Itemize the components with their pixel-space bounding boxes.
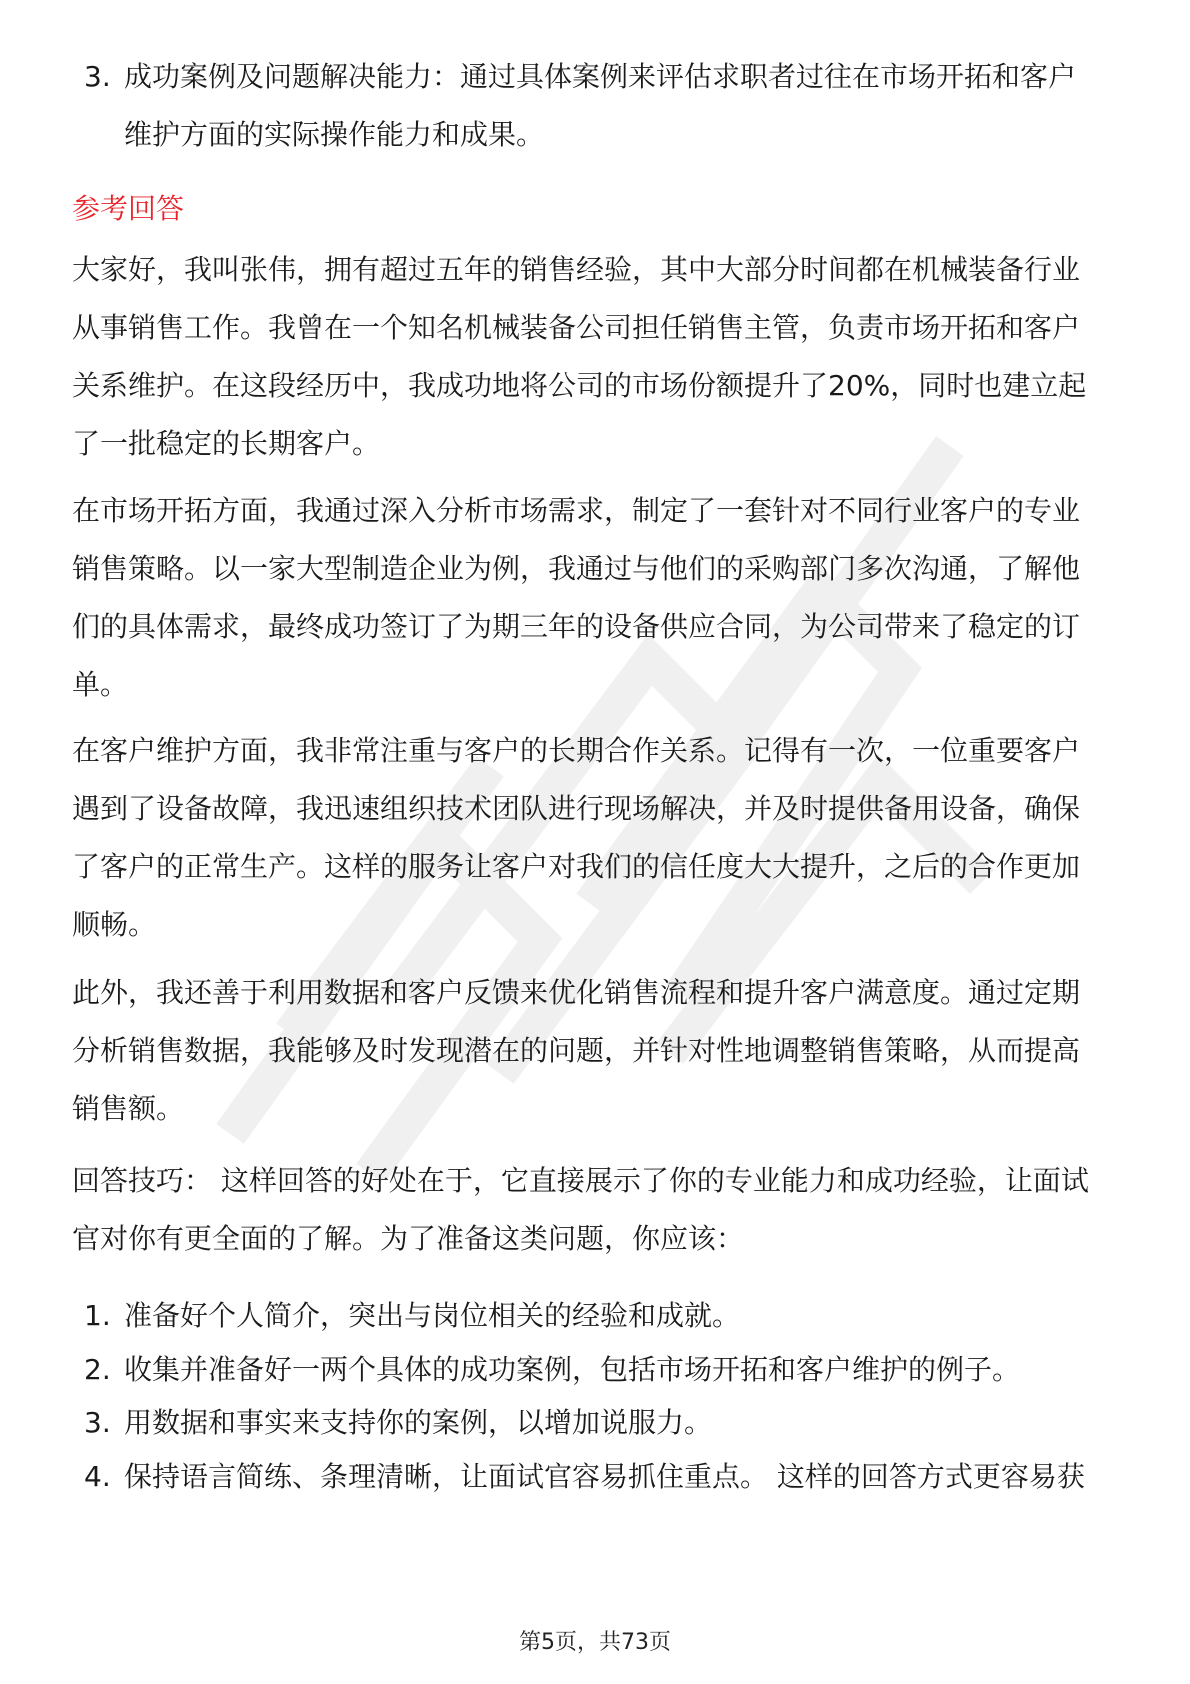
tip-number: 4. [84,1460,111,1493]
paragraph-line: 此外，我还善于利用数据和客户反馈来优化销售流程和提升客户满意度。通过定期 [72,976,1081,1009]
paragraph-intro [72,241,1122,473]
tip-number: 1. [84,1299,111,1332]
paragraph-market-development [72,482,1122,714]
tip-text: 收集并准备好一两个具体的成功案例，包括市场开拓和客户维护的例子。 [124,1353,1021,1386]
section-title: 参考回答 [72,192,185,225]
top-list-item-number: 3. [84,60,111,93]
tip-text: 准备好个人简介，突出与岗位相关的经验和成就。 [124,1299,741,1332]
paragraph-line: 销售额。 [72,1092,185,1125]
tip-text: 用数据和事实来支持你的案例，以增加说服力。 [124,1406,713,1439]
paragraph-line: 分析销售数据，我能够及时发现潜在的问题，并针对性地调整销售策略，从而提高 [72,1034,1081,1067]
tip-text: 保持语言简练、条理清晰，让面试官容易抓住重点。 这样的回答方式更容易获 [124,1460,1085,1493]
top-list-item-line: 维护方面的实际操作能力和成果。 [124,118,545,151]
paragraph-line: 在市场开拓方面，我通过深入分析市场需求，制定了一套针对不同行业客户的专业 [72,494,1081,527]
paragraph-customer-maintenance [72,722,1122,954]
paragraph-line: 官对你有更全面的了解。为了准备这类问题，你应该： [72,1222,745,1255]
paragraph-line: 销售策略。以一家大型制造企业为例，我通过与他们的采购部门多次沟通，了解他 [72,552,1081,585]
tip-number: 2. [84,1353,111,1386]
paragraph-data-driven [72,964,1122,1138]
page-footer: 第5页，共73页 [519,1630,671,1655]
paragraph-line: 了一批稳定的长期客户。 [72,427,381,460]
paragraph-line: 遇到了设备故障，我迅速组织技术团队进行现场解决，并及时提供备用设备，确保 [72,792,1081,825]
paragraph-line: 了客户的正常生产。这样的服务让客户对我们的信任度大大提升，之后的合作更加 [72,850,1081,883]
tip-number: 3. [84,1406,111,1439]
paragraph-line: 在客户维护方面，我非常注重与客户的长期合作关系。记得有一次，一位重要客户 [72,734,1081,767]
paragraph-line: 回答技巧： 这样回答的好处在于，它直接展示了你的专业能力和成功经验，让面试 [72,1164,1089,1197]
top-list-item-line: 成功案例及问题解决能力：通过具体案例来评估求职者过往在市场开拓和客户 [124,60,1077,93]
paragraph-line: 从事销售工作。我曾在一个知名机械装备公司担任销售主管，负责市场开拓和客户 [72,311,1081,344]
paragraph-answer-tips [72,1152,1122,1268]
paragraph-line: 关系维护。在这段经历中，我成功地将公司的市场份额提升了20%，同时也建立起 [72,369,1087,402]
paragraph-line: 大家好，我叫张伟，拥有超过五年的销售经验，其中大部分时间都在机械装备行业 [72,253,1081,286]
paragraph-line: 们的具体需求，最终成功签订了为期三年的设备供应合同，为公司带来了稳定的订 [72,610,1081,643]
paragraph-line: 单。 [72,668,129,701]
paragraph-line: 顺畅。 [72,908,157,941]
